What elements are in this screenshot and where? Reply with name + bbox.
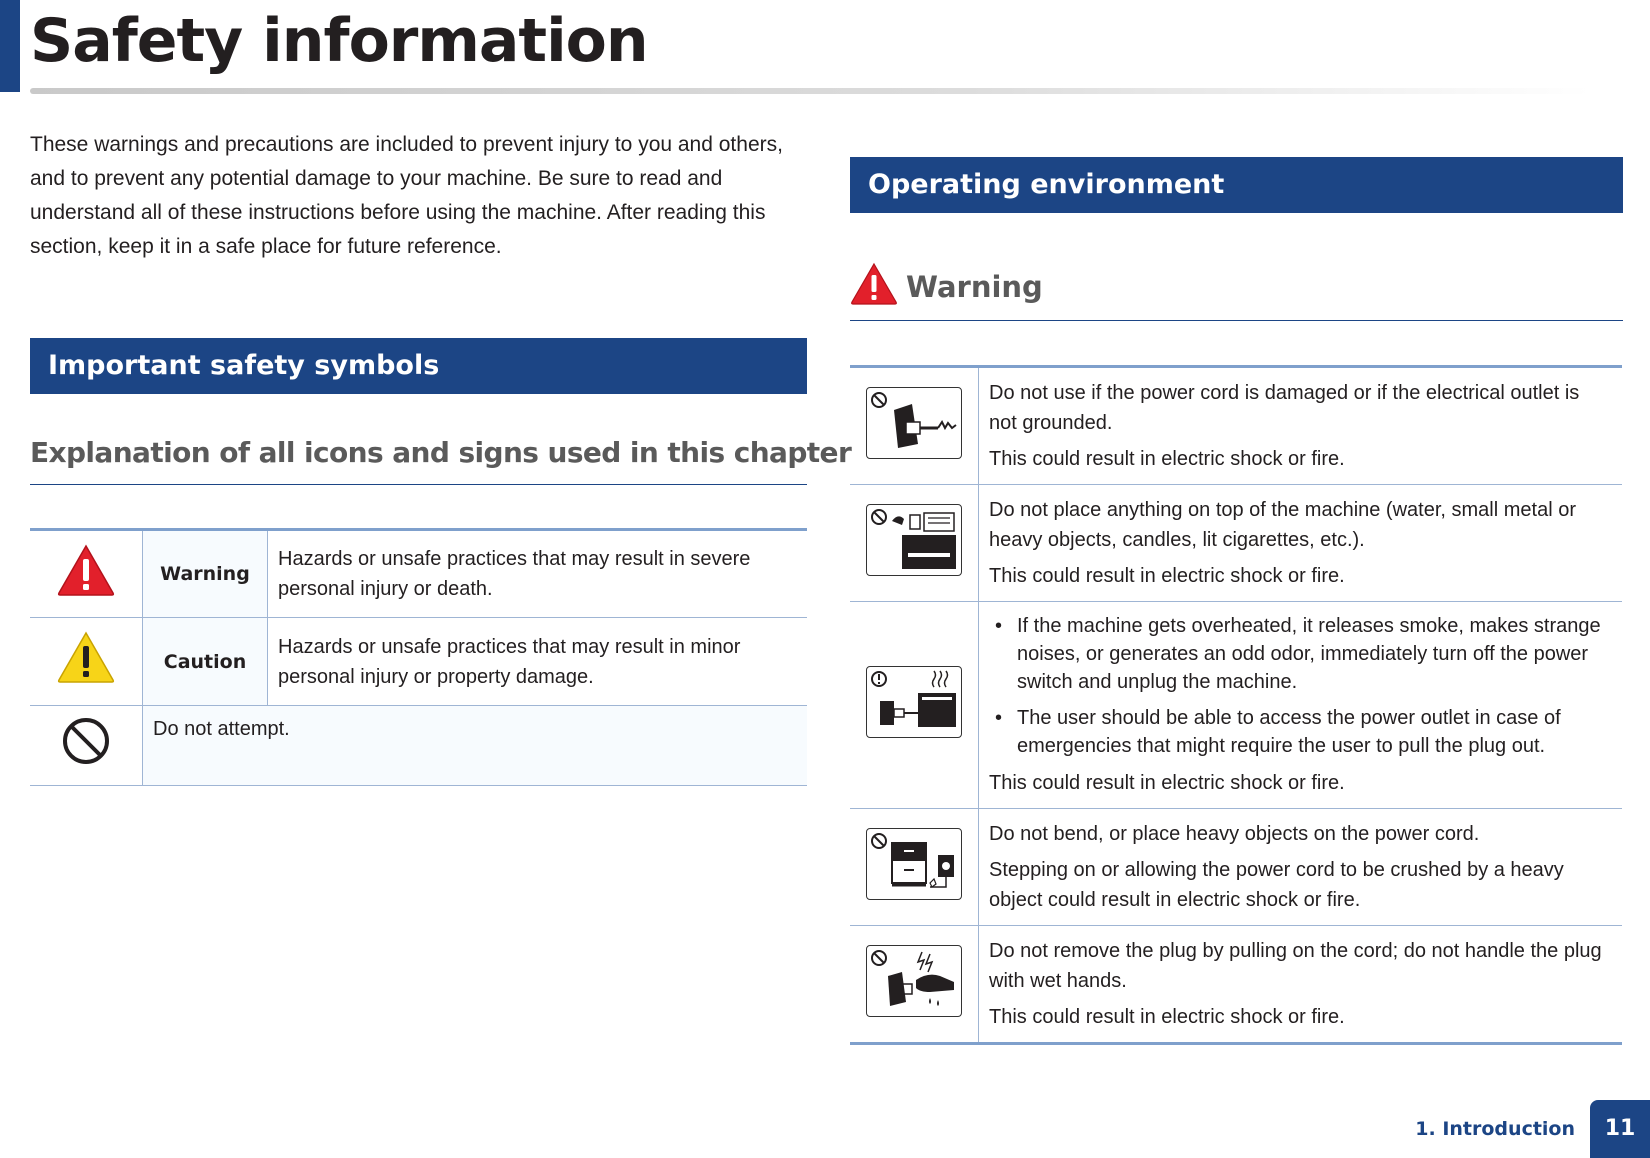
symbol-label-warning: Warning <box>143 530 268 618</box>
symbol-description: Do not attempt. <box>143 706 808 786</box>
list-item: • If the machine gets overheated, it releases smoke, makes strange noises, or generates an odd odor, immediately turn off the power switch and unplug the machine. <box>989 612 1610 696</box>
do-not-attempt-icon <box>30 706 143 786</box>
caution-triangle-yellow-icon <box>30 618 143 706</box>
warning-table <box>850 365 1622 1045</box>
table-row <box>850 602 1622 809</box>
warning-heading: Warning <box>906 270 1043 304</box>
warning-text: Do not use if the power cord is damaged or if the electrical outlet is not grounded. <box>989 382 1580 434</box>
symbol-description: Hazards or unsafe practices that may result in minor personal injury or property damage. <box>268 618 808 706</box>
table-row <box>30 530 807 618</box>
objects-on-machine-icon <box>866 504 962 576</box>
title-accent-bar <box>0 0 20 92</box>
warning-text: Do not bend, or place heavy objects on the power cord. <box>989 823 1480 845</box>
symbol-description: Hazards or unsafe practices that may result in severe personal injury or death. <box>268 530 808 618</box>
table-row <box>850 809 1622 926</box>
warning-consequence: This could result in electric shock or fire. <box>989 772 1345 794</box>
section-heading-symbols: Important safety symbols <box>30 338 807 394</box>
symbols-subheading: Explanation of all icons and signs used in this chapter <box>30 436 852 469</box>
table-row <box>850 485 1622 602</box>
footer-chapter-label: 1. Introduction <box>1415 1118 1575 1140</box>
section-heading-operating: Operating environment <box>850 157 1623 213</box>
warning-consequence: This could result in electric shock or fire. <box>989 448 1345 470</box>
warning-triangle-red-icon <box>850 262 898 306</box>
warning-consequence: This could result in electric shock or fire. <box>989 565 1345 587</box>
warning-consequence: Stepping on or allowing the power cord to be crushed by a heavy object could result in electric shock or fire. <box>989 859 1564 911</box>
table-row <box>850 926 1622 1044</box>
symbols-table <box>30 528 807 786</box>
overheated-unplug-icon <box>866 666 962 738</box>
warning-text: Do not place anything on top of the machine (water, small metal or heavy objects, candles, lit cigarettes, etc.). <box>989 499 1576 551</box>
list-item: • The user should be able to access the power outlet in case of emergencies that might require the user to pull the plug out. <box>989 704 1610 760</box>
table-row <box>850 367 1622 485</box>
warning-triangle-red-icon <box>30 530 143 618</box>
warning-rule <box>850 320 1623 321</box>
intro-paragraph: These warnings and precautions are included to prevent injury to you and others, and to prevent any potential damage to your machine. Be sure to read and understand all of these instructions before using the machine. After reading this section, keep it in a safe place for future reference. <box>30 133 783 258</box>
title-underline <box>30 88 1590 94</box>
subheading-rule <box>30 484 807 485</box>
damaged-power-cord-icon <box>866 387 962 459</box>
warning-text: Do not remove the plug by pulling on the cord; do not handle the plug with wet hands. <box>989 940 1602 992</box>
table-row <box>30 706 807 786</box>
warning-consequence: This could result in electric shock or fire. <box>989 1006 1345 1028</box>
table-row <box>30 618 807 706</box>
symbol-label-caution: Caution <box>143 618 268 706</box>
wet-hands-plug-icon <box>866 945 962 1017</box>
page-title: Safety information <box>30 6 648 76</box>
bent-cord-icon <box>866 828 962 900</box>
warning-bullet-list <box>989 612 1610 760</box>
page-number: 11 <box>1590 1100 1650 1158</box>
